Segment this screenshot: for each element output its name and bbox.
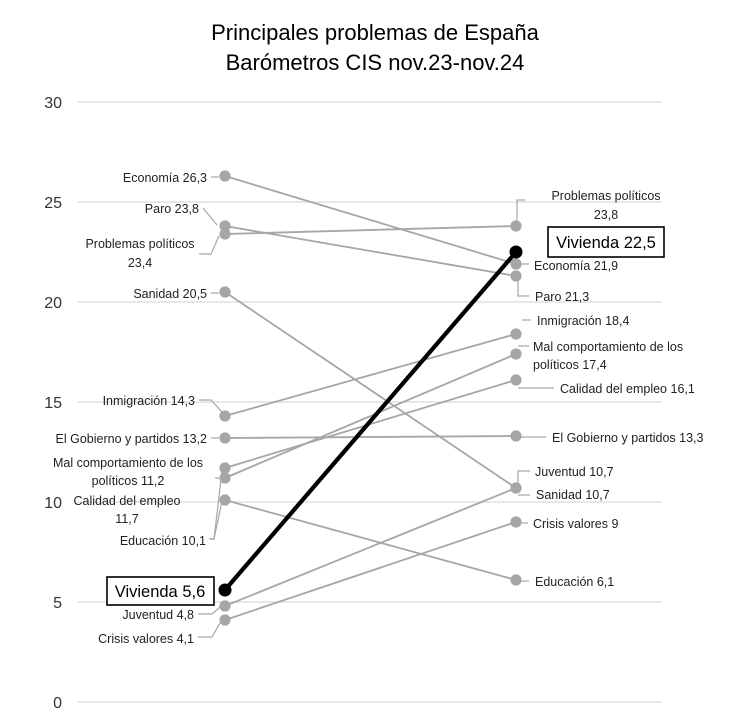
series-marker [510,258,521,269]
series-marker [510,220,521,231]
series-marker [510,574,521,585]
series-marker [219,494,230,505]
start-point-label: Paro 23,8 [144,202,199,216]
highlight-point-label: Vivienda 22,5 [556,234,656,252]
start-point-label: Calidad del empleo [73,494,181,508]
series-marker [219,286,230,297]
chart-title-line-2: Barómetros CIS nov.23-nov.24 [225,50,525,75]
leader-line [209,471,222,539]
y-tick-label: 15 [44,395,62,412]
end-point-label: Calidad del empleo 16,1 [560,382,695,396]
leader-line [199,236,219,254]
series-markers [219,170,523,625]
series-marker [219,462,230,473]
leader-line [518,471,530,486]
series-marker [510,328,521,339]
leader-line [203,208,217,225]
end-point-label: Crisis valores 9 [533,517,619,531]
start-point-label: políticos 11,2 [91,474,165,488]
start-point-label: Educación 10,1 [119,534,206,548]
series-marker [219,170,230,181]
series-marker [510,270,521,281]
leader-line [517,200,525,222]
point-labels [53,171,704,646]
end-point-label: El Gobierno y partidos 13,3 [552,431,704,445]
series-marker [510,374,521,385]
start-point-label: Problemas políticos [85,237,195,251]
start-point-label: Juventud 4,8 [122,608,194,622]
end-point-label: Mal comportamiento de los [533,340,684,354]
series-marker [510,482,521,493]
y-tick-label: 25 [44,195,62,212]
series-marker [510,516,521,527]
end-point-label: Juventud 10,7 [535,465,614,479]
y-tick-label: 5 [53,595,62,612]
start-point-label: Sanidad 20,5 [133,287,207,301]
start-point-label: 11,7 [115,512,139,526]
start-point-label: Inmigración 14,3 [102,394,195,408]
leader-line [198,623,220,637]
start-point-label: 23,4 [127,256,153,270]
start-point-label: Mal comportamiento de los [52,456,204,470]
y-tick-label: 10 [44,495,62,512]
leader-line [518,279,529,296]
end-point-label: Inmigración 18,4 [537,314,630,328]
end-point-label: Sanidad 10,7 [536,488,610,502]
y-tick-label: 0 [53,695,62,712]
series-line [225,334,516,416]
series-marker [510,348,521,359]
start-point-label: Economía 26,3 [122,171,207,185]
series-marker [219,228,230,239]
series-line [225,488,516,606]
series-marker [219,600,230,611]
leader-line [198,607,220,614]
series-marker [510,246,523,259]
series-marker [219,432,230,443]
end-point-label: Educación 6,1 [535,575,615,589]
end-point-label: Economía 21,9 [534,259,619,273]
end-point-label: políticos 17,4 [533,358,607,372]
start-point-label: Crisis valores 4,1 [98,632,194,646]
end-point-label: 23,8 [593,208,619,222]
series-marker [219,410,230,421]
y-tick-label: 30 [44,95,62,112]
series-marker [510,430,521,441]
series-marker [219,472,230,483]
end-point-label: Problemas políticos [551,189,661,203]
series-marker [219,614,230,625]
series-marker [219,584,232,597]
y-tick-label: 20 [44,295,62,312]
chart-title-line-1: Principales problemas de España [211,20,539,45]
start-point-label: El Gobierno y partidos 13,2 [55,432,207,446]
y-axis-ticks [44,95,62,712]
series-lines [225,176,516,620]
end-point-label: Paro 21,3 [535,290,590,304]
series-line [225,226,516,234]
series-line [225,436,516,438]
highlight-point-label: Vivienda 5,6 [114,583,206,601]
